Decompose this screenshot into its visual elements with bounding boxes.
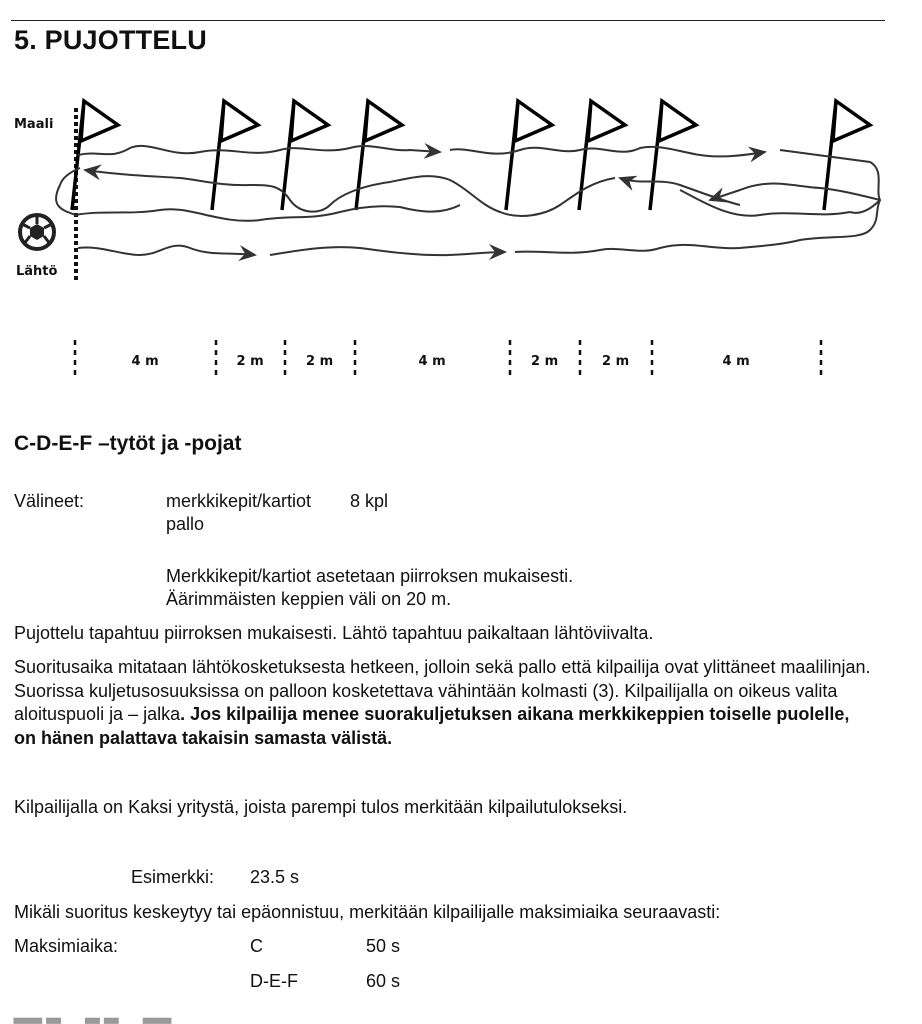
paragraph-rules xyxy=(14,656,874,750)
max-time-value: 50 s xyxy=(366,936,401,956)
distance-ticks xyxy=(75,340,821,376)
rules-bold-text: . Jos kilpailija menee suorakuljetuksen aikana merkkikeppien toiselle puolelle, on hänen palattava takaisin samasta välistä. xyxy=(14,704,850,748)
max-time-class: C xyxy=(250,936,263,956)
paragraph: Kilpailijalla on Kaksi yritystä, joista parempi tulos merkitään kilpailutulokseksi. xyxy=(14,797,628,817)
setup-line: Äärimmäisten keppien väli on 20 m. xyxy=(166,589,452,609)
equipment-label: Välineet: xyxy=(14,491,85,511)
soccer-ball-icon xyxy=(20,215,54,249)
distance-label: 2 m xyxy=(602,354,630,369)
max-time-label: Maksimiaika: xyxy=(14,936,119,956)
example-label: Esimerkki: xyxy=(131,867,215,887)
equipment-qty: 8 kpl xyxy=(350,491,389,511)
setup-line: Merkkikepit/kartiot asetetaan piirroksen mukaisesti. xyxy=(166,566,574,586)
distance-label: 2 m xyxy=(306,354,334,369)
flag-icon xyxy=(824,101,870,210)
flag-icon xyxy=(282,101,328,210)
top-divider xyxy=(11,20,885,21)
rules-text: Suoritusaika mitataan lähtökosketuksesta hetkeen, jolloin sekä pallo että kilpailija ovat ylittäneet maalilinjan. Suorissa kuljetusosuuksissa on palloon kosketettava vähintään kolmasti (3). Kilpailijalla on oikeus valita aloituspuoli ja – jalka xyxy=(14,657,871,724)
slalom-diagram xyxy=(0,90,922,390)
distance-label: 4 m xyxy=(418,354,446,369)
paragraph: Pujottelu tapahtuu piirroksen mukaisesti. Lähtö tapahtuu paikaltaan lähtöviivalta. xyxy=(14,623,654,643)
flag-icon xyxy=(212,101,258,210)
distance-label: 2 m xyxy=(236,354,264,369)
distance-label: 4 m xyxy=(722,354,750,369)
clipped-next-heading: ▂▂ ▂ ▂ ▂ ▂▂ xyxy=(14,1003,171,1023)
section-title: C-D-E-F –tytöt ja -pojat xyxy=(14,432,242,455)
paragraph: Mikäli suoritus keskeytyy tai epäonnistuu, merkitään kilpailijalle maksimiaika seuraavasti: xyxy=(14,902,721,922)
equipment-item: pallo xyxy=(166,514,205,534)
distance-label: 4 m xyxy=(131,354,159,369)
flag-icon xyxy=(579,101,625,210)
start-label: Lähtö xyxy=(16,264,58,279)
distance-label: 2 m xyxy=(531,354,559,369)
flag-icon xyxy=(506,101,552,210)
page-title: 5. PUJOTTELU xyxy=(14,25,207,55)
dribble-path xyxy=(56,146,880,255)
max-time-value: 60 s xyxy=(366,971,401,991)
example-value: 23.5 s xyxy=(250,867,300,887)
goal-label: Maali xyxy=(14,117,54,132)
equipment-item: merkkikepit/kartiot xyxy=(166,491,312,511)
flag-icon xyxy=(356,101,402,210)
max-time-class: D-E-F xyxy=(250,971,298,991)
